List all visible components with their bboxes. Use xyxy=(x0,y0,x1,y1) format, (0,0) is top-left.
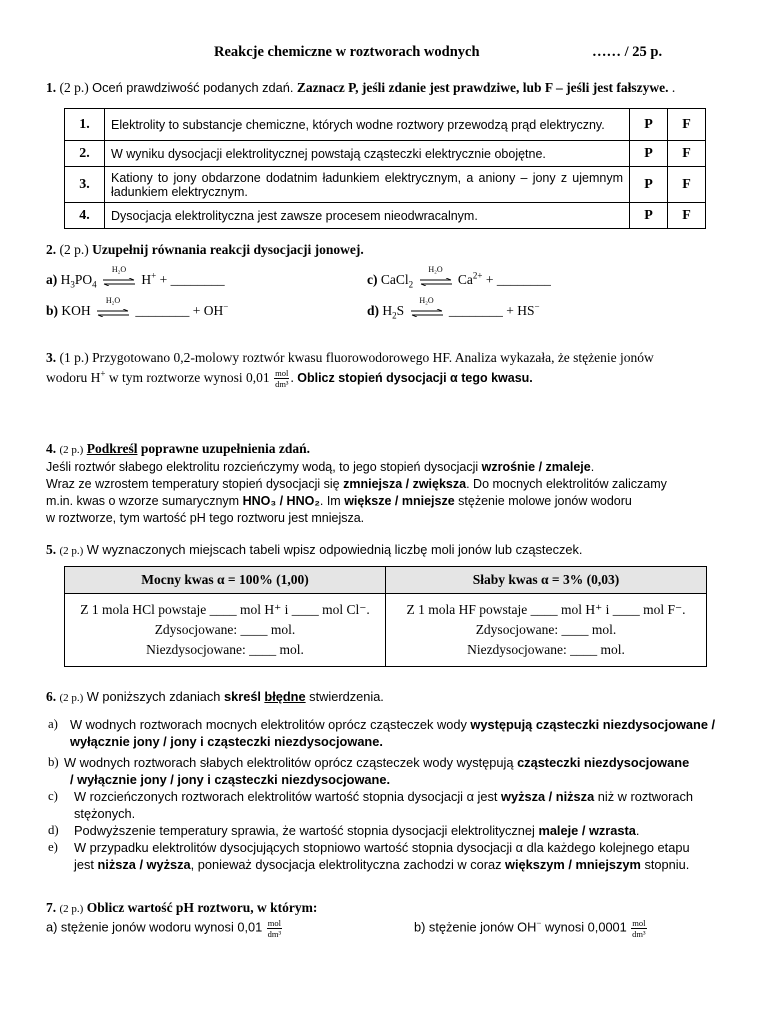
q4-text: stężenie molowe jonów wodoru xyxy=(454,494,632,508)
equation-a xyxy=(46,264,225,290)
choice-option[interactable]: / wyłącznie jony / jony i cząsteczki niezdysocjowane. xyxy=(70,772,391,787)
fill-in-line[interactable]: Zdysocjowane: ____ mol. xyxy=(154,622,296,637)
q4-sentence: w roztworze, tym wartość pH tego roztworu jest mniejsza. xyxy=(46,511,365,525)
q1-number: 1. xyxy=(46,80,57,95)
item-text: niż w roztworach xyxy=(594,789,694,804)
answer-blank[interactable]: + ________ xyxy=(159,272,225,287)
item-text: W wodnych roztworach słabych elektrolitów oprócz cząsteczek wody występują xyxy=(64,755,518,770)
superscript: + xyxy=(151,270,157,281)
reactant: S xyxy=(396,303,405,318)
arrow-label: H₂O xyxy=(105,295,121,305)
q5-instruction: W wyznaczonych miejscach tabeli wpisz odpowiednią liczbę moli jonów lub cząsteczek. xyxy=(86,542,583,557)
equilibrium-arrow-icon xyxy=(102,264,136,288)
row-number: 3. xyxy=(65,167,105,203)
arrow-label: H₂O xyxy=(428,264,443,274)
q1-heading xyxy=(46,79,734,97)
choice-option[interactable]: cząsteczki niezdysocjowane xyxy=(517,755,690,770)
equilibrium-arrow-icon xyxy=(419,264,453,288)
unit-denominator: dm³ xyxy=(267,929,282,939)
q4-text: . xyxy=(590,460,595,474)
fill-in-line[interactable]: Z 1 mola HCl powstaje ____ mol H⁺ i ____ mol Cl⁻. xyxy=(80,602,370,617)
item-text: Podwyższenie temperatury sprawia, że wartość stopnia dysocjacji elektrolitycznej xyxy=(74,823,539,838)
q1-table xyxy=(64,108,706,229)
q7-instruction: Oblicz wartość pH roztworu, w którym: xyxy=(86,900,318,915)
q6-points: (2 p.) xyxy=(59,692,84,704)
q6-item-a xyxy=(48,716,738,750)
row-number: 2. xyxy=(65,141,105,167)
equilibrium-arrow-icon xyxy=(96,295,130,319)
eq-label: d) xyxy=(367,303,380,318)
true-option[interactable]: P xyxy=(630,167,668,203)
table-row xyxy=(65,141,706,167)
product: H xyxy=(141,272,152,287)
q5-points: (2 p.) xyxy=(59,545,84,557)
q4-text: Wraz ze wzrostem temperatury stopień dysocjacji się xyxy=(46,477,344,491)
q7-part-a xyxy=(46,918,283,939)
product: Ca xyxy=(457,272,473,287)
true-option[interactable]: P xyxy=(630,203,668,229)
q4-sentence xyxy=(46,476,736,493)
table-row xyxy=(65,594,707,667)
q3-number: 3. xyxy=(46,350,57,365)
q3-text: . xyxy=(290,370,294,385)
table-row xyxy=(65,109,706,141)
item-label: b) xyxy=(48,755,59,769)
eq-label: b) xyxy=(46,303,59,318)
item-text: . xyxy=(635,823,640,838)
q3-block xyxy=(46,348,734,389)
table-row xyxy=(65,167,706,203)
column-header: Mocny kwas α = 100% (1,00) xyxy=(65,567,386,594)
q1-points: (2 p.) xyxy=(59,80,89,95)
q6-text: W poniższych zdaniach xyxy=(86,689,224,704)
q1-instruction: Zaznacz P, jeśli zdanie jest prawdziwe, lub F – jeśli jest fałszywe. xyxy=(296,80,669,95)
fill-in-line[interactable]: Niezdysocjowane: ____ mol. xyxy=(146,642,304,657)
unit-numerator: mol xyxy=(267,918,281,928)
reactant: PO xyxy=(74,272,93,287)
choice-option[interactable]: większe / mniejsze xyxy=(344,494,455,508)
q1-trail: . xyxy=(671,80,676,95)
q4-instruction: Podkreśl xyxy=(86,441,138,456)
reactant: H xyxy=(60,272,71,287)
q4-heading xyxy=(46,440,736,459)
subscript: 3 xyxy=(70,279,75,290)
choice-option[interactable]: występują cząsteczki niezdysocjowane / xyxy=(470,717,716,732)
unit-numerator: mol xyxy=(275,368,289,379)
superscript: − xyxy=(223,301,229,312)
unit-numerator: mol xyxy=(632,918,646,928)
item-text: W przypadku elektrolitów dysocjujących stopniowo wartość stopnia dysocjacji α dla każdego kolejnego etapu xyxy=(74,840,690,855)
arrow-label: H₂O xyxy=(111,264,127,274)
equation-d xyxy=(367,295,540,321)
item-text: , ponieważ dysocjacja elektrolityczna zachodzi w coraz xyxy=(190,857,506,872)
q6-item-e xyxy=(48,839,738,873)
q7-number: 7. xyxy=(46,900,57,915)
subscript: 2 xyxy=(408,279,414,290)
fill-in-line[interactable]: Zdysocjowane: ____ mol. xyxy=(475,622,617,637)
reactant: H xyxy=(382,303,393,318)
statement-text: W wyniku dysocjacji elektrolitycznej powstają cząsteczki elektrycznie obojętne. xyxy=(105,141,630,167)
superscript: + xyxy=(100,368,106,379)
q4-text: m.in. kwas o wzorze sumarycznym xyxy=(46,494,243,508)
q6-heading xyxy=(46,688,734,707)
superscript: − xyxy=(536,918,542,929)
eq-label: a) xyxy=(46,272,58,287)
false-option[interactable]: F xyxy=(668,203,706,229)
unit-denominator: dm³ xyxy=(632,929,646,939)
choice-option[interactable]: wyższa / niższa xyxy=(501,789,595,804)
q5-heading xyxy=(46,541,734,560)
item-label: d) xyxy=(48,823,59,837)
choice-option[interactable]: zmniejsza / zwiększa xyxy=(343,477,467,491)
q7-text: a) stężenie jonów wodoru wynosi 0,01 xyxy=(46,919,263,935)
q6-item-b xyxy=(48,754,738,788)
q2-number: 2. xyxy=(46,242,57,257)
q6-instruction: błędne xyxy=(264,689,306,704)
q4-text: Jeśli roztwór słabego elektrolitu rozcieńczymy wodą, to jego stopień dysocjacji xyxy=(46,460,482,474)
false-option[interactable]: F xyxy=(668,109,706,141)
weak-acid-cell xyxy=(386,594,707,667)
q7-heading xyxy=(46,899,734,918)
answer-blank[interactable]: ________ xyxy=(448,303,503,318)
q4-number: 4. xyxy=(46,441,57,456)
choice-option[interactable]: maleje / wzrasta xyxy=(538,823,636,838)
q2-points: (2 p.) xyxy=(59,242,89,257)
fill-in-line[interactable]: Z 1 mola HF powstaje ____ mol H⁺ i ____ mol F⁻. xyxy=(406,602,686,617)
superscript: 2+ xyxy=(472,270,483,281)
q7-text: b) stężenie jonów OH xyxy=(414,919,537,935)
q7-text: wynosi 0,0001 xyxy=(541,919,627,935)
false-option[interactable]: F xyxy=(668,141,706,167)
true-option[interactable]: P xyxy=(630,141,668,167)
item-label: a) xyxy=(48,717,58,731)
reactant: KOH xyxy=(61,303,91,318)
q3-text: w tym roztworze wynosi 0,01 xyxy=(105,370,270,385)
statement-text: Dysocjacja elektrolityczna jest zawsze procesem nieodwracalnym. xyxy=(105,203,630,229)
q7-points: (2 p.) xyxy=(59,903,84,915)
item-text: stopniu. xyxy=(640,857,690,872)
q4-block xyxy=(46,440,736,527)
q6-item-c xyxy=(48,788,738,822)
equation-c xyxy=(367,264,551,290)
item-label: c) xyxy=(48,789,58,803)
row-number: 1. xyxy=(65,109,105,141)
item-text: W rozcieńczonych roztworach elektrolitów wartość stopnia dysocjacji α jest xyxy=(74,789,502,804)
q6-text: stwierdzenia. xyxy=(305,689,384,704)
q7-part-b xyxy=(414,918,648,939)
q4-text: . Do mocnych elektrolitów zaliczamy xyxy=(466,477,667,491)
q3-instruction: Oblicz stopień dysocjacji α tego kwasu. xyxy=(297,371,533,385)
item-text: W wodnych roztworach mocnych elektrolitów oprócz cząsteczek wody xyxy=(70,717,471,732)
q2-heading xyxy=(46,241,734,259)
reactant: CaCl xyxy=(380,272,409,287)
statement-text: Kationy to jony obdarzone dodatnim ładunkiem elektrycznym, a aniony – jony z ujemnym ładunkiem elektrycznym. xyxy=(105,167,630,203)
table-header-row xyxy=(65,567,707,594)
choice-option[interactable]: HNO₃ / HNO₂ xyxy=(242,494,320,508)
row-number: 4. xyxy=(65,203,105,229)
q3-line1 xyxy=(46,348,734,368)
unit-fraction xyxy=(267,918,282,939)
q4-points: (2 p.) xyxy=(59,444,84,456)
q4-sentence xyxy=(46,459,736,476)
superscript: − xyxy=(534,301,540,312)
q3-text: Przygotowano 0,2-molowy roztwór kwasu fluorowodorowego HF. Analiza wykazała, że stężenie jonów xyxy=(92,350,654,365)
q5-number: 5. xyxy=(46,542,57,557)
item-text: stężonych. xyxy=(74,806,136,821)
q3-text: wodoru H xyxy=(46,370,101,385)
choice-option[interactable]: niższa / wyższa xyxy=(97,857,191,872)
product: + HS xyxy=(506,303,535,318)
subscript: 2 xyxy=(392,310,397,321)
choice-option[interactable]: większym / mniejszym xyxy=(505,857,641,872)
answer-blank[interactable]: + ________ xyxy=(485,272,551,287)
subscript: 4 xyxy=(92,279,97,290)
q4-sentence xyxy=(46,493,736,510)
q6-instruction: skreśl xyxy=(223,689,261,704)
page-title: Reakcje chemiczne w roztworach wodnych xyxy=(214,44,480,60)
q3-points: (1 p.) xyxy=(59,350,89,365)
item-label: e) xyxy=(48,840,58,854)
q1-lead: Oceń prawdziwość podanych zdań. xyxy=(92,80,294,95)
q4-instruction: poprawne uzupełnienia zdań. xyxy=(137,441,311,456)
strong-acid-cell xyxy=(65,594,386,667)
true-option[interactable]: P xyxy=(630,109,668,141)
arrow-label: H₂O xyxy=(419,295,434,305)
unit-fraction xyxy=(274,368,289,389)
answer-blank[interactable]: ________ xyxy=(135,303,190,318)
statement-text: Elektrolity to substancje chemiczne, których wodne roztwory przewodzą prąd elektryczny. xyxy=(105,109,630,141)
q6-number: 6. xyxy=(46,689,57,704)
item-text: jest xyxy=(74,857,98,872)
eq-label: c) xyxy=(367,272,378,287)
q5-table xyxy=(64,566,707,667)
false-option[interactable]: F xyxy=(668,167,706,203)
q3-line2 xyxy=(46,368,734,389)
equilibrium-arrow-icon xyxy=(410,295,444,319)
score-field: …… / 25 p. xyxy=(592,44,663,60)
choice-option[interactable]: wzrośnie / zmaleje xyxy=(481,460,591,474)
q4-text: . Im xyxy=(319,494,345,508)
q6-item-d xyxy=(48,822,738,839)
product: + OH xyxy=(192,303,224,318)
equation-b xyxy=(46,295,229,319)
q2-instruction: Uzupełnij równania reakcji dysocjacji jonowej. xyxy=(92,242,364,257)
unit-fraction xyxy=(631,918,646,939)
column-header: Słaby kwas α = 3% (0,03) xyxy=(386,567,707,594)
choice-option[interactable]: wyłącznie jony / jony i cząsteczki niezdysocjowane. xyxy=(70,734,383,749)
unit-denominator: dm³ xyxy=(275,379,289,390)
table-row xyxy=(65,203,706,229)
fill-in-line[interactable]: Niezdysocjowane: ____ mol. xyxy=(467,642,625,657)
